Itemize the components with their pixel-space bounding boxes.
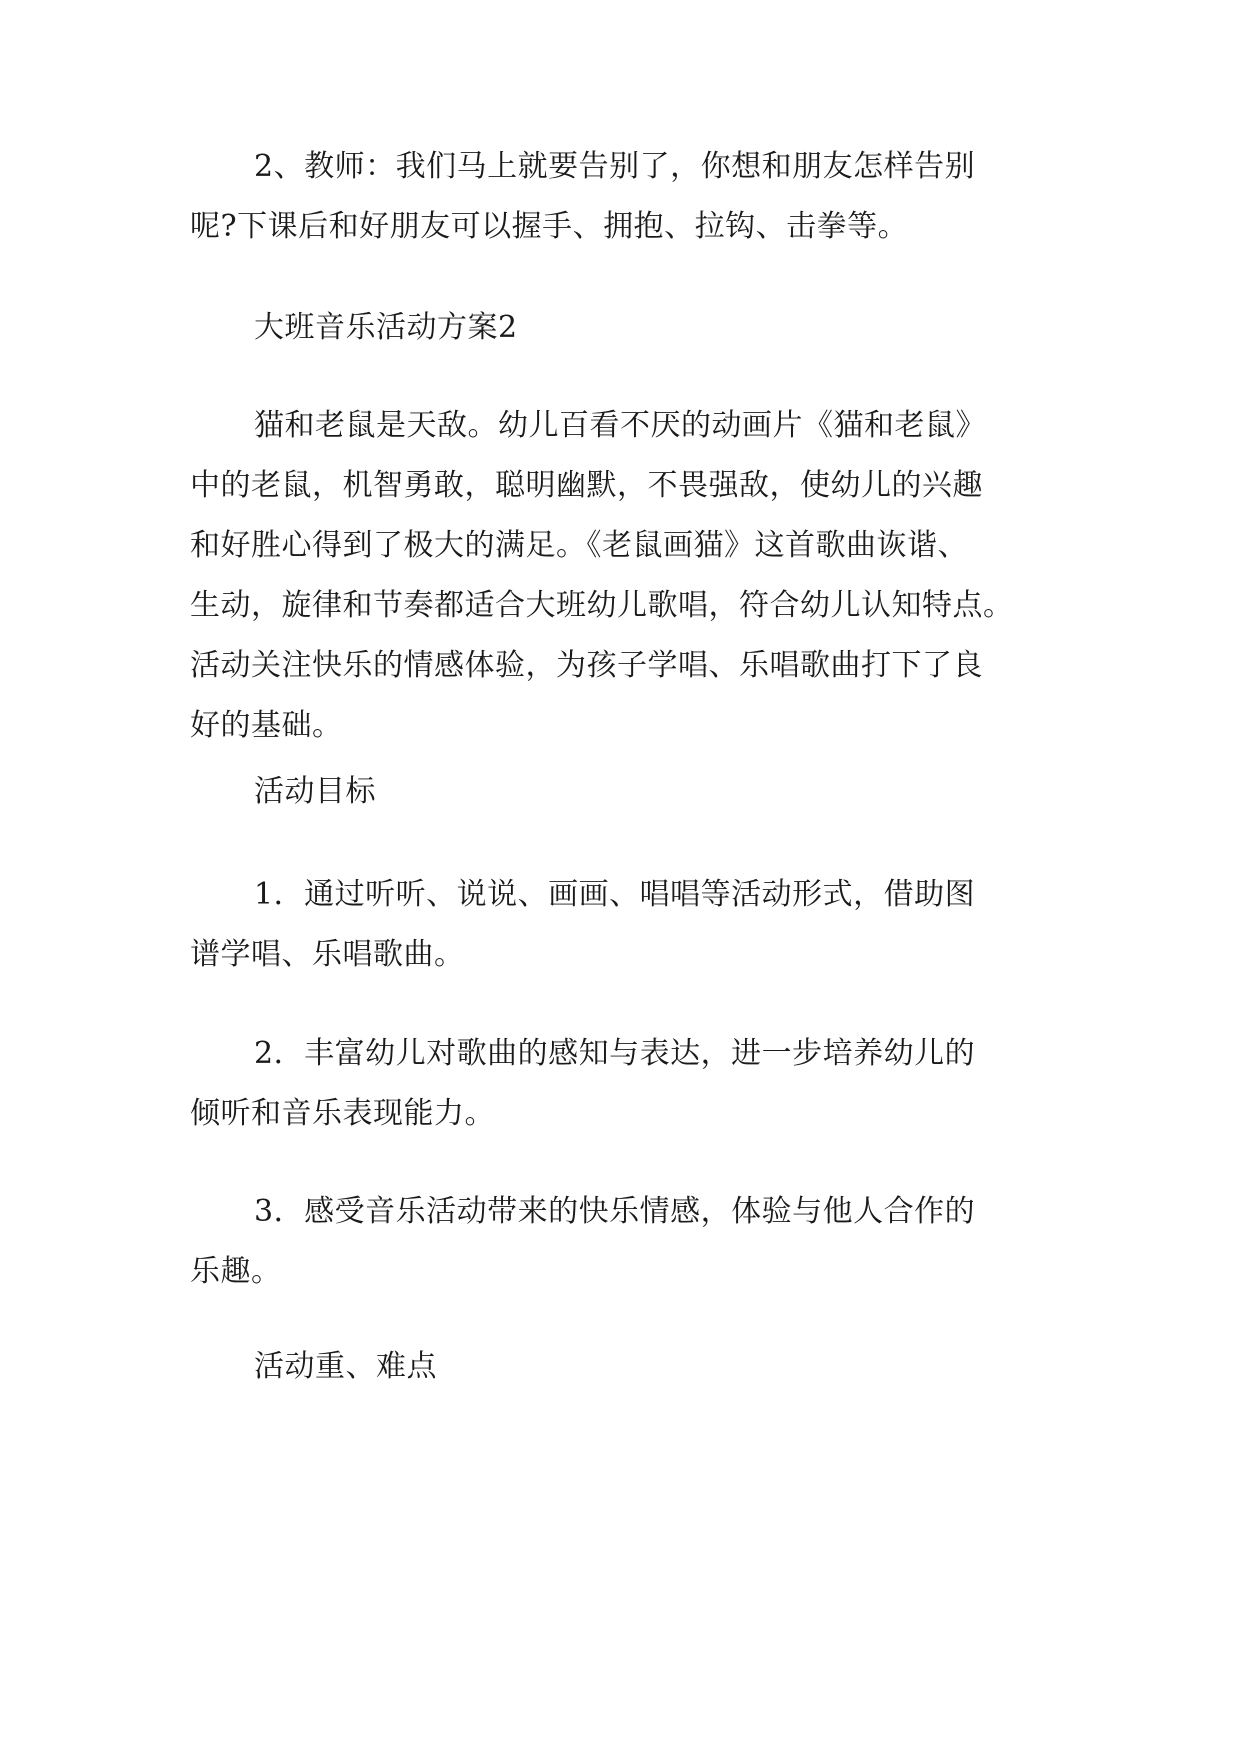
- paragraph-line: 猫和老鼠是天敌。幼儿百看不厌的动画片《猫和老鼠》: [254, 408, 986, 443]
- paragraph-intro: [190, 396, 1052, 756]
- paragraph-line: 和好胜心得到了极大的满足。《老鼠画猫》这首歌曲诙谐、: [190, 528, 968, 563]
- heading-goals-text: 活动目标: [254, 774, 376, 809]
- paragraph-line: 1．通过听听、说说、画画、唱唱等活动形式，借助图: [254, 877, 976, 912]
- paragraph-line: 乐趣。: [190, 1254, 282, 1289]
- heading-goals: [190, 762, 1052, 822]
- paragraph-line: 2、教师：我们马上就要告别了，你想和朋友怎样告别: [254, 149, 976, 184]
- goal-item-2: [190, 1024, 1052, 1144]
- paragraph-line: 活动关注快乐的情感体验，为孩子学唱、乐唱歌曲打下了良: [190, 648, 983, 683]
- heading-key-points: [190, 1337, 1052, 1397]
- section-title: [190, 298, 1052, 358]
- goal-item-1: [190, 865, 1052, 985]
- paragraph-line: 3．感受音乐活动带来的快乐情感，体验与他人合作的: [254, 1194, 976, 1229]
- paragraph-line: 生动，旋律和节奏都适合大班幼儿歌唱，符合幼儿认知特点。: [190, 588, 1014, 623]
- paragraph-line: 谱学唱、乐唱歌曲。: [190, 937, 465, 972]
- paragraph-line: 好的基础。: [190, 708, 343, 743]
- paragraph-line: 2．丰富幼儿对歌曲的感知与表达，进一步培养幼儿的: [254, 1036, 976, 1071]
- paragraph-line: 倾听和音乐表现能力。: [190, 1096, 495, 1131]
- heading-key-points-text: 活动重、难点: [254, 1349, 437, 1384]
- paragraph-farewell: [190, 137, 1052, 257]
- paragraph-line: 中的老鼠，机智勇敢，聪明幽默，不畏强敌，使幼儿的兴趣: [190, 468, 983, 503]
- paragraph-line: 呢?下课后和好朋友可以握手、拥抱、拉钩、击拳等。: [190, 209, 909, 244]
- section-title-text: 大班音乐活动方案2: [254, 310, 518, 345]
- goal-item-3: [190, 1182, 1052, 1302]
